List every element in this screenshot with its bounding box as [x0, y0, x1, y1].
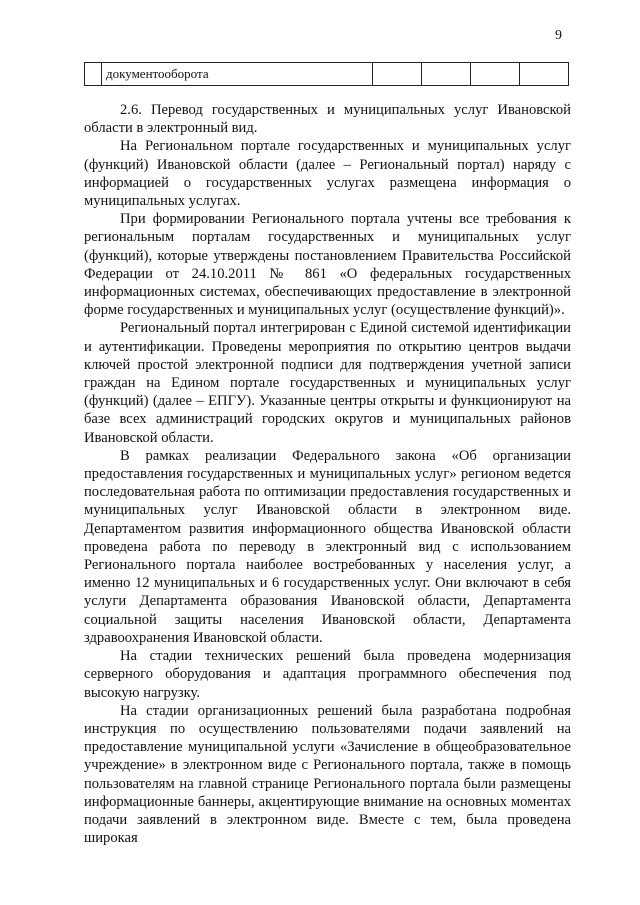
- table-cell: [422, 63, 471, 86]
- body-paragraph: В рамках реализации Федерального закона «Об организации предоставления государственных и муниципальных услуг» регионом ведется последовательная работа по оптимизации предоставления государственных и муниципальных услуг Ивановской области в электронном виде. Департаментом развития информационного общества Ивановской области проведена работа по переводу в электронный вид с использованием Регионального портала наиболее востребованных у населения услуг, а именно 12 муниципальных и 6 государственных услуг. Они включают в себя услуги Департамента образования Ивановской области, Департамента социальной защиты населения Ивановской области, Департамента здравоохранения Ивановской области.: [84, 447, 571, 646]
- table-cell: [85, 63, 102, 86]
- continued-table: [84, 62, 569, 86]
- body-paragraph: На стадии организационных решений была разработана подробная инструкция по осуществлению пользователями подачи заявлений на предоставление муниципальной услуги «Зачисление в общеобразовательное учреждение» в электронном виде с Регионального портала, также в помощь пользователям на главной странице Регионального портала были размещены информационные баннеры, акцентирующие внимание на основных моментах подачи заявлений в электронном виде. Вместе с тем, была проведена широкая: [84, 702, 571, 847]
- table-cell: [373, 63, 422, 86]
- body-paragraph: При формировании Регионального портала учтены все требования к региональным порталам государственных и муниципальных услуг (функций), которые утверждены постановлением Правительства Российской Федерации от 24.10.2011 № 861 «О федеральных государственных информационных системах, обеспечивающих предоставление в электронной форме государственных и муниципальных услуг (осуществление функций)».: [84, 211, 571, 319]
- document-body: [84, 101, 571, 847]
- body-paragraph: На стадии технических решений была проведена модернизация серверного оборудования и адаптация программного обеспечения под высокую нагрузку.: [84, 648, 571, 701]
- body-paragraph: Региональный портал интегрирован с Единой системой идентификации и аутентификации. Проведены мероприятия по открытию центров выдачи ключей простой электронной подписи для подтверждения учетной записи граждан на Едином портале государственных и муниципальных услуг (функций) (далее – ЕПГУ). Указанные центры открыты и функционируют на базе всех администраций городских округов и муниципальных районов Ивановской области.: [84, 320, 571, 446]
- page-number: 9: [555, 28, 562, 43]
- table-cell: документооборота: [102, 63, 373, 86]
- table-cell: [471, 63, 520, 86]
- table-cell: [520, 63, 569, 86]
- body-paragraph: На Региональном портале государственных и муниципальных услуг (функций) Ивановской области (далее – Региональный портал) наряду с информацией о государственных услугах размещена информация о муниципальных услугах.: [84, 138, 571, 210]
- section-heading-paragraph: 2.6. Перевод государственных и муниципальных услуг Ивановской области в электронный вид.: [84, 102, 571, 137]
- table-row: [85, 63, 569, 86]
